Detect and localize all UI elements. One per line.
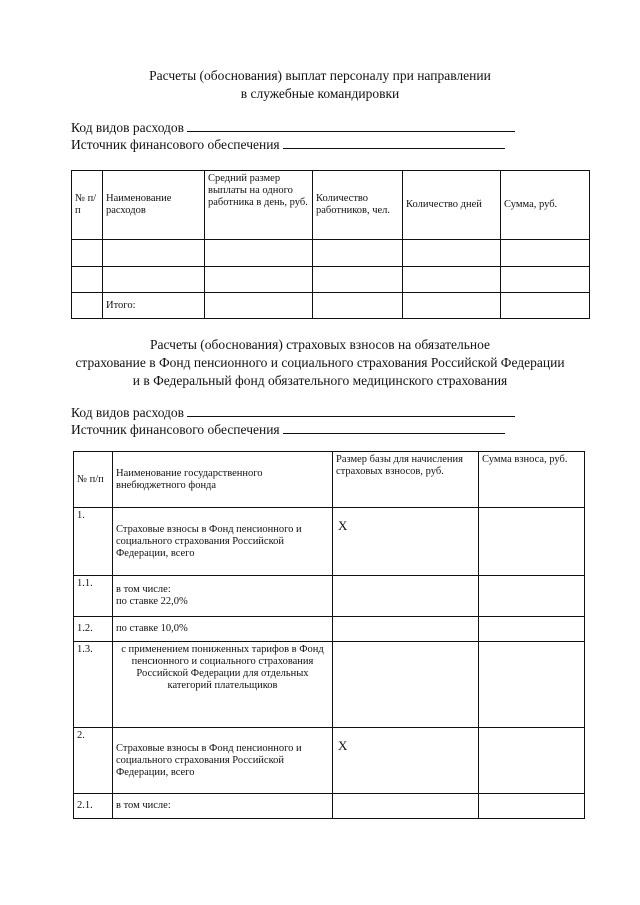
- table-cell[interactable]: [501, 267, 590, 293]
- row-base[interactable]: [333, 794, 479, 819]
- table-cell[interactable]: [72, 240, 103, 267]
- header-cell-sum: Сумма, руб.: [501, 171, 590, 240]
- table-row: [74, 617, 585, 642]
- expense-code-line[interactable]: [187, 404, 515, 417]
- table-cell[interactable]: [103, 267, 205, 293]
- row-base[interactable]: [333, 642, 479, 728]
- table-cell[interactable]: [403, 267, 501, 293]
- funding-source-line[interactable]: [283, 421, 505, 434]
- row-num: 1.: [74, 508, 113, 576]
- row-name-line1: в том числе:: [116, 584, 171, 595]
- table-cell[interactable]: [205, 267, 313, 293]
- row-num: 1.3.: [74, 642, 113, 728]
- table-row: [74, 576, 585, 617]
- row-num: 1.1.: [74, 576, 113, 617]
- row-sum[interactable]: [479, 642, 585, 728]
- row-name: с применением пониженных тарифов в Фонд пенсионного и социального страхования Российской Федерации для отдельных категорий плательщиков: [113, 642, 333, 728]
- section1-title-line2: в служебные командировки: [240, 86, 400, 101]
- section2-expense-code-field: [71, 404, 515, 421]
- table-row: [72, 240, 590, 267]
- x-mark: X: [338, 738, 348, 753]
- row-base[interactable]: [333, 508, 479, 576]
- table-cell[interactable]: [72, 267, 103, 293]
- header-cell-base: Размер базы для начисления страховых взносов, руб.: [333, 452, 479, 508]
- row-name: в том числе:: [113, 794, 333, 819]
- funding-source-line[interactable]: [283, 136, 505, 149]
- header-cell-avg-payment: Средний размер выплаты на одного работника в день, руб.: [205, 171, 313, 240]
- table-cell[interactable]: [205, 293, 313, 319]
- table-header-row: [72, 171, 590, 240]
- table-cell[interactable]: [313, 293, 403, 319]
- row-num: 2.: [74, 728, 113, 794]
- total-label: Итого:: [103, 293, 205, 319]
- row-num: 2.1.: [74, 794, 113, 819]
- expense-code-label: Код видов расходов: [71, 120, 185, 135]
- table-header-row: [74, 452, 585, 508]
- row-name: по ставке 10,0%: [113, 617, 333, 642]
- header-cell-num: № п/п: [74, 452, 113, 508]
- table-cell[interactable]: [205, 240, 313, 267]
- funding-source-label: Источник финансового обеспечения: [71, 422, 280, 437]
- expense-code-label: Код видов расходов: [71, 405, 185, 420]
- section1-funding-source-field: [71, 136, 505, 153]
- row-base[interactable]: [333, 576, 479, 617]
- expense-code-line[interactable]: [187, 119, 515, 132]
- table-cell[interactable]: [403, 293, 501, 319]
- insurance-contributions-table: [73, 451, 585, 819]
- row-name: Страховые взносы в Фонд пенсионного и социального страхования Российской Федерации, всего: [113, 728, 333, 794]
- table-row: [74, 508, 585, 576]
- row-sum[interactable]: [479, 794, 585, 819]
- table-cell[interactable]: [403, 240, 501, 267]
- section1-expense-code-field: [71, 119, 515, 136]
- row-name-line2: по ставке 22,0%: [116, 596, 188, 607]
- row-name: Страховые взносы в Фонд пенсионного и социального страхования Российской Федерации, всего: [113, 508, 333, 576]
- table-cell[interactable]: [72, 293, 103, 319]
- x-mark: X: [338, 518, 348, 533]
- header-cell-days: Количество дней: [403, 171, 501, 240]
- table-cell[interactable]: [501, 293, 590, 319]
- table-total-row: [72, 293, 590, 319]
- table-cell[interactable]: [313, 240, 403, 267]
- row-base[interactable]: [333, 617, 479, 642]
- row-name: [113, 576, 333, 617]
- row-sum[interactable]: [479, 728, 585, 794]
- header-cell-fund-name: Наименование государственного внебюджетного фонда: [113, 452, 333, 508]
- section2-title-line3: и в Федеральный фонд обязательного медицинского страхования: [132, 373, 508, 388]
- row-num: 1.2.: [74, 617, 113, 642]
- section2-title-line2: страхование в Фонд пенсионного и социального страхования Российской Федерации: [75, 355, 565, 370]
- travel-payments-table: [71, 170, 590, 319]
- header-cell-num: № п/п: [72, 171, 103, 240]
- row-sum[interactable]: [479, 617, 585, 642]
- row-base[interactable]: [333, 728, 479, 794]
- section2-title-line1: Расчеты (обоснования) страховых взносов на обязательное: [149, 337, 491, 352]
- table-row: [74, 642, 585, 728]
- table-cell[interactable]: [103, 240, 205, 267]
- table-row: [72, 267, 590, 293]
- table-row: [74, 728, 585, 794]
- funding-source-label: Источник финансового обеспечения: [71, 137, 280, 152]
- section2-funding-source-field: [71, 421, 505, 438]
- table-cell[interactable]: [501, 240, 590, 267]
- row-sum[interactable]: [479, 508, 585, 576]
- section1-title-line1: Расчеты (обоснования) выплат персоналу при направлении: [149, 68, 491, 83]
- header-cell-workers: Количество работников, чел.: [313, 171, 403, 240]
- header-cell-contribution: Сумма взноса, руб.: [479, 452, 585, 508]
- section2-title: [40, 336, 600, 390]
- table-cell[interactable]: [313, 267, 403, 293]
- section1-title: [40, 67, 600, 103]
- header-cell-name: Наименование расходов: [103, 171, 205, 240]
- row-sum[interactable]: [479, 576, 585, 617]
- table-row: [74, 794, 585, 819]
